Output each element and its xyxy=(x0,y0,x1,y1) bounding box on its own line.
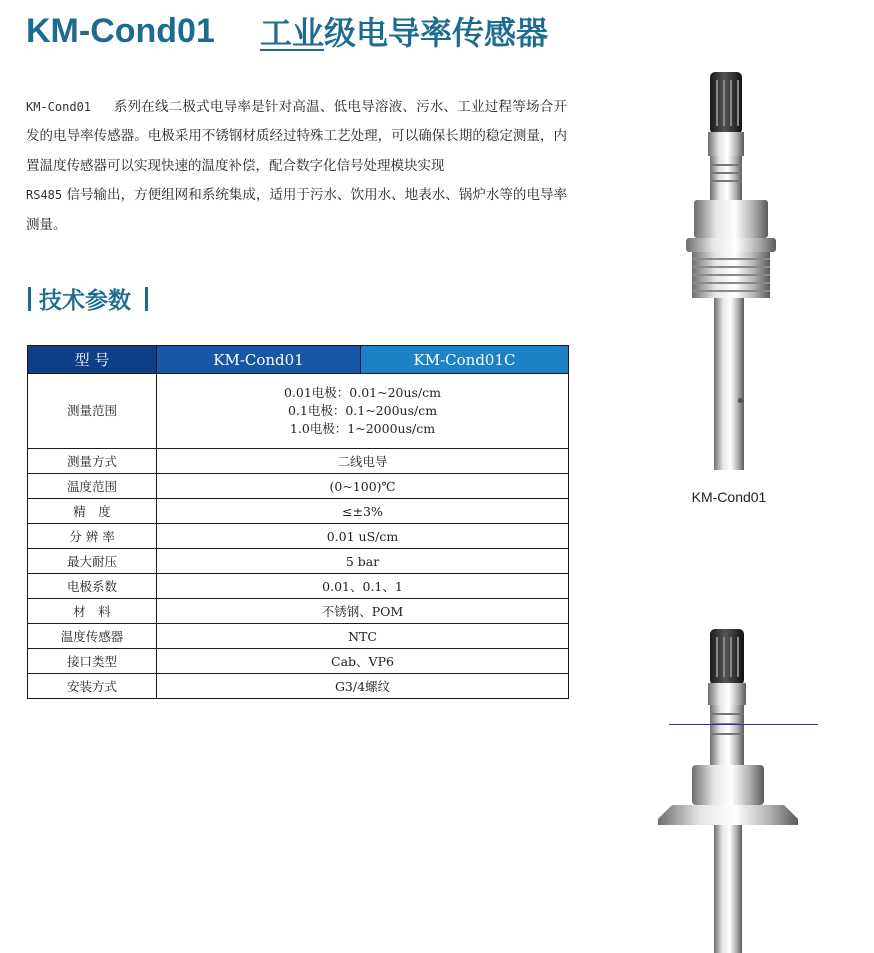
intro-rs485: RS485 xyxy=(26,188,63,203)
range-line: 0.1电极：0.1~200us/cm xyxy=(287,403,438,418)
row-value: 0.01 uS/cm xyxy=(157,524,569,549)
row-value: G3/4螺纹 xyxy=(157,674,569,699)
heading-bar-right xyxy=(145,287,148,311)
range-line: 1.0电极：1~2000us/cm xyxy=(289,421,436,436)
row-label: 温度范围 xyxy=(28,474,157,499)
table-row xyxy=(28,449,569,474)
table-row xyxy=(28,474,569,499)
row-label: 接口类型 xyxy=(28,649,157,674)
row-label: 材 料 xyxy=(28,599,157,624)
spec-table-header xyxy=(28,346,569,374)
row-label: 分 辨 率 xyxy=(28,524,157,549)
header-model-2: KM-Cond01C xyxy=(361,346,569,374)
sensor-clamp-image xyxy=(652,625,804,953)
row-label: 安装方式 xyxy=(28,674,157,699)
heading-bar-left xyxy=(28,287,31,311)
table-row xyxy=(28,524,569,549)
row-label: 最大耐压 xyxy=(28,549,157,574)
divider-line xyxy=(669,724,818,725)
table-row xyxy=(28,649,569,674)
table-row xyxy=(28,674,569,699)
intro-paragraph xyxy=(26,93,567,240)
row-value: (0~100)℃ xyxy=(157,474,569,499)
table-row xyxy=(28,624,569,649)
spec-table xyxy=(27,345,569,699)
sensor-caption: KM-Cond01 xyxy=(691,489,767,505)
table-row xyxy=(28,599,569,624)
row-value: 二线电导 xyxy=(157,449,569,474)
title-rest: 级电导率传感器 xyxy=(324,14,549,52)
table-row xyxy=(28,574,569,599)
row-value: NTC xyxy=(157,624,569,649)
table-row xyxy=(28,374,569,449)
row-value: 0.01、0.1、1 xyxy=(157,574,569,599)
title-model: KM-Cond01 xyxy=(26,11,215,50)
row-label: 测量方式 xyxy=(28,449,157,474)
row-value xyxy=(157,374,569,449)
intro-text-2: 信号输出，方便组网和系统集成，适用于污水、饮用水、地表水、锅炉水等的电导率测量。 xyxy=(26,187,568,233)
section-heading xyxy=(28,282,148,316)
row-value: 不锈钢、POM xyxy=(157,599,569,624)
range-line: 0.01电极：0.01~20us/cm xyxy=(283,385,442,400)
intro-model: KM-Cond01 xyxy=(26,100,92,114)
page-title xyxy=(26,8,548,54)
row-label: 温度传感器 xyxy=(28,624,157,649)
header-label: 型 号 xyxy=(28,346,157,374)
header-model-1: KM-Cond01 xyxy=(157,346,361,374)
intro-text-1: 系列在线二极式电导率是针对高温、低电导溶液、污水、工业过程等场合开发的电导率传感器。电极采用不锈钢材质经过特殊工艺处理，可以确保长期的稳定测量，内置温度传感器可以实现快速的温度补偿，配合数字化信号处理模块实现 xyxy=(26,99,568,174)
row-label: 测量范围 xyxy=(28,374,157,449)
row-label: 电极系数 xyxy=(28,574,157,599)
section-title: 技术参数 xyxy=(39,288,131,314)
row-value: ≤±3% xyxy=(157,499,569,524)
title-underlined-part: 工业 xyxy=(259,14,324,52)
table-row xyxy=(28,549,569,574)
row-value: 5 bar xyxy=(157,549,569,574)
table-row xyxy=(28,499,569,524)
sensor-image xyxy=(668,50,794,490)
row-label: 精 度 xyxy=(28,499,157,524)
row-value: Cab、VP6 xyxy=(157,649,569,674)
title-product-name xyxy=(260,8,548,54)
